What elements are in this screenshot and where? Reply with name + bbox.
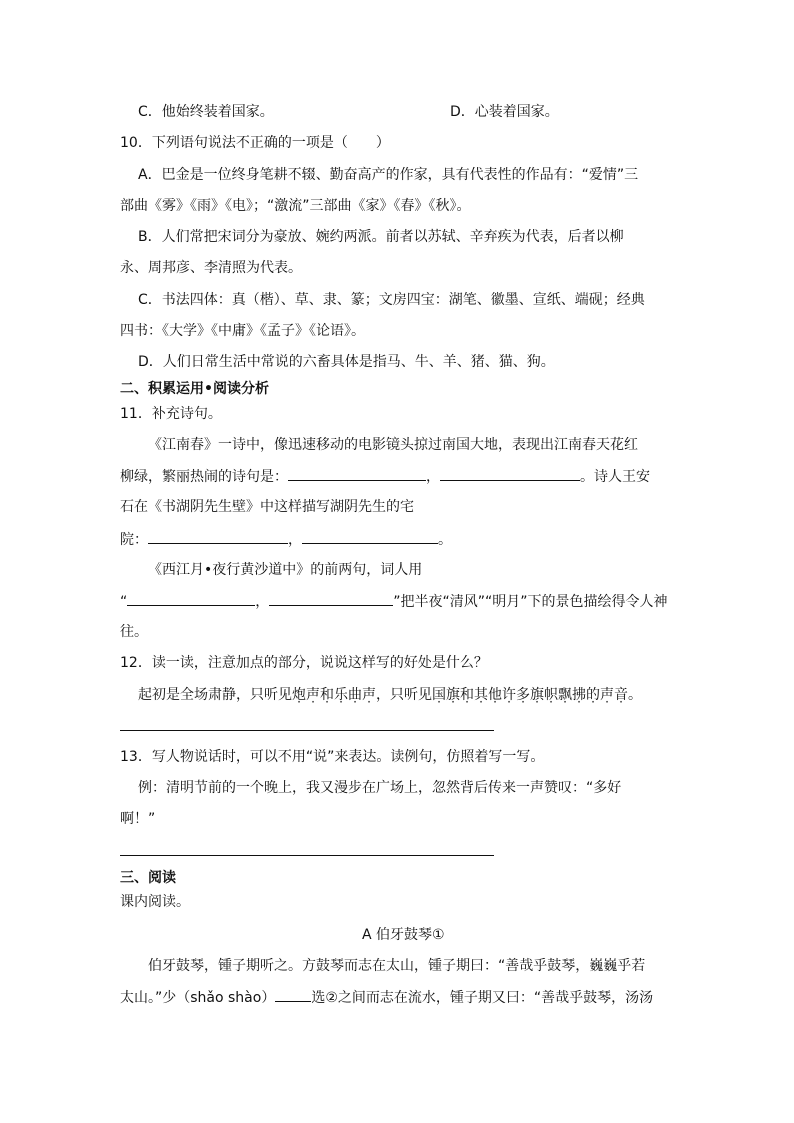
reading-para-line2 (120, 987, 653, 1008)
q13-stem: 13．写人物说话时，可以不用“说”来表达。读例句，仿照着写一写。 (120, 749, 545, 765)
comma: ， (288, 532, 302, 548)
reading-intro: 课内阅读。 (120, 894, 190, 910)
open-quote: “ (120, 594, 128, 610)
answer-blank[interactable] (275, 987, 311, 1002)
q12-answer-line[interactable] (120, 730, 494, 731)
reading-para-line1: 伯牙鼓琴，锺子期听之。方鼓琴而志在太山，锺子期曰：“善哉乎鼓琴，巍巍乎若 (148, 958, 646, 974)
q11-line3: 石在《书湖阴先生壁》中这样描写湖阴先生的宅 (120, 499, 414, 515)
q10-option-a-line2: 部曲《雾》《雨》《电》；“激流”三部曲《家》《春》《秋》。 (120, 198, 471, 214)
comma: ， (426, 469, 440, 485)
comma: ， (255, 594, 270, 610)
q11-line7: 往。 (120, 624, 148, 640)
q12-sentence (138, 685, 642, 705)
answer-blank[interactable] (127, 591, 255, 606)
q11-stem: 11．补充诗句。 (120, 406, 222, 422)
q11-line4-text: 院： (120, 532, 148, 548)
q12-dotted-phrase-2: 国旗和其他许多旗帜飘拂的声音 (432, 687, 628, 703)
q12-stem: 12．读一读，注意加点的部分，说说这样写的好处是什么？ (120, 655, 488, 671)
reading-text: 选②之间而志在流水，锺子期又曰：“善哉乎鼓琴，汤汤 (311, 990, 654, 1006)
q12-text: 。 (628, 687, 642, 703)
q13-example-line1: 例：清明节前的一个晚上，我又漫步在广场上，忽然背后传来一声赞叹：“多好 (138, 780, 622, 796)
q13-answer-line[interactable] (120, 855, 494, 856)
q12-text: ，只听见 (376, 687, 432, 703)
answer-blank[interactable] (440, 466, 580, 481)
q11-line2-tail: 。诗人王安 (580, 469, 650, 485)
section-3-heading: 三、阅读 (120, 870, 176, 886)
answer-blank[interactable] (302, 529, 438, 544)
q10-option-b-line1: B．人们常把宋词分为豪放、婉约两派。前者以苏轼、辛弃疾为代表，后者以柳 (138, 229, 624, 245)
q11-line4 (120, 529, 452, 550)
q13-example-line2: 啊！” (120, 811, 156, 827)
answer-blank[interactable] (148, 529, 288, 544)
q11-line6 (120, 591, 668, 612)
q10-stem: 10．下列语句说法不正确的一项是（ ） (120, 135, 390, 151)
reading-text: 太山。”少（shǎo shào） (120, 990, 276, 1006)
q12-dotted-phrase-1: 炮声和乐曲声 (292, 687, 376, 703)
q11-line6-tail: ”把半夜“清风”“明月”下的景色描绘得令人神 (393, 594, 668, 610)
q11-line2-text: 柳绿，繁丽热闹的诗句是： (120, 469, 288, 485)
q10-option-a-line1: A．巴金是一位终身笔耕不辍、勤奋高产的作家，具有代表性的作品有：“爱情”三 (138, 167, 639, 183)
reading-title: A 伯牙鼓琴① (362, 927, 445, 943)
q10-option-c-line2: 四书：《大学》《中庸》《孟子》《论语》。 (120, 323, 365, 339)
q10-option-d: D．人们日常生活中常说的六畜具体是指马、牛、羊、猪、猫、狗。 (138, 354, 555, 370)
section-2-heading: 二、积累运用•阅读分析 (120, 381, 269, 397)
answer-blank[interactable] (269, 591, 393, 606)
q10-option-c-line1: C．书法四体：真（楷）、草、隶、篆；文房四宝：湖笔、徽墨、宣纸、端砚；经典 (138, 292, 645, 308)
q9-option-c: C．他始终装着国家。 (138, 104, 274, 120)
q11-line1: 《江南春》一诗中，像迅速移动的电影镜头掠过南国大地，表现出江南春天花红 (148, 437, 638, 453)
q11-line5: 《西江月•夜行黄沙道中》的前两句，词人用 (148, 562, 423, 578)
q11-line2 (120, 466, 650, 487)
q9-option-d: D．心装着国家。 (450, 104, 559, 120)
q10-option-b-line2: 永、周邦彦、李清照为代表。 (120, 260, 302, 276)
period: 。 (438, 532, 452, 548)
q12-text: 起初是全场肃静，只听见 (138, 687, 292, 703)
answer-blank[interactable] (288, 466, 426, 481)
